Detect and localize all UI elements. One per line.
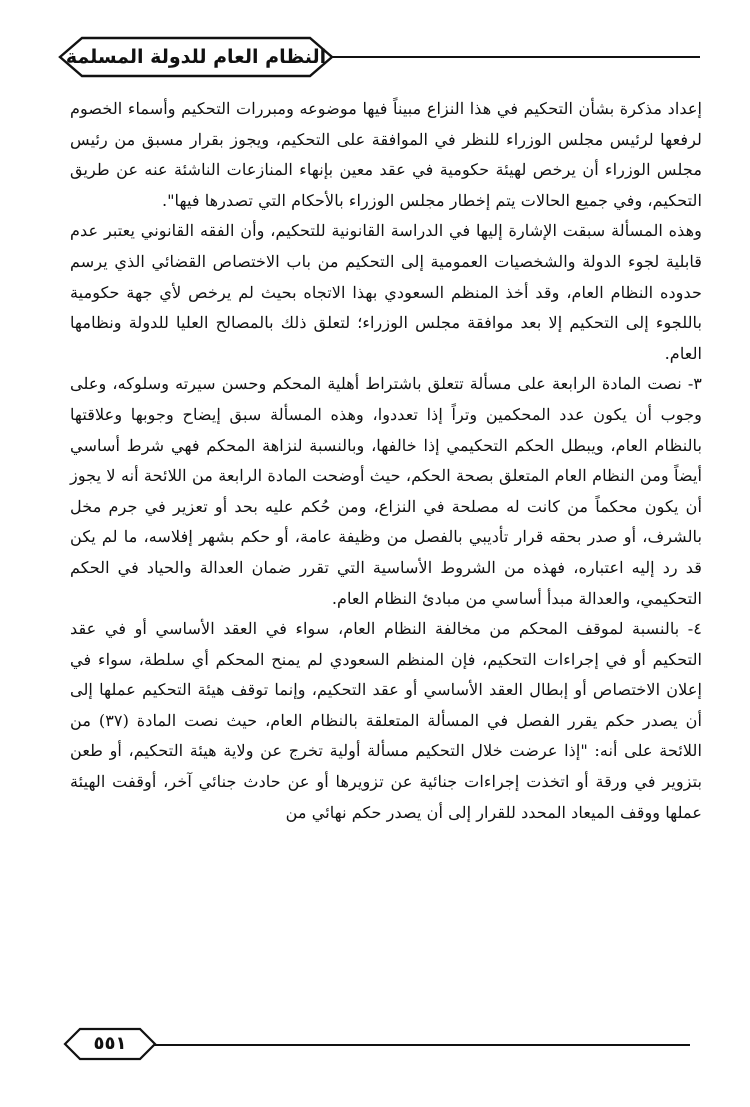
page-number-badge [62, 1026, 158, 1062]
paragraph-item-3: ٣- نصت المادة الرابعة على مسألة تتعلق باشتراط أهلية المحكم وحسن سيرته وسلوكه، وعلى وجوب أن يكون عدد المحكمين وتراً إذا تعددوا، وهذه المسألة سبق إيضاح وجوبها وعلاقتها بالنظام العام، ويبطل الحكم التحكيمي إذا خالفها، وبالنسبة لنزاهة المحكم فهي شرط أساسي أيضاً ومن النظام العام المتعلق بصحة الحكم، حيث أوضحت المادة الرابعة من اللائحة أنه لا يجوز أن يكون محكماً من كانت له مصلحة في النزاع، ومن حُكم عليه بحد أو تعزير في جرم مخل بالشرف، أو صدر بحقه قرار تأديبي بالفصل من وظيفة عامة، أو حكم بشهر إفلاسه، ما لم يكن قد رد إليه اعتباره، فهذه من الشروط الأساسية التي تقرر ضمان العدالة والحياد في الحكم التحكيمي، والعدالة مبدأ أساسي من مبادئ النظام العام. [70, 374, 702, 608]
paragraph-item-4: ٤- بالنسبة لموقف المحكم من مخالفة النظام العام، سواء في العقد الأساسي أو في عقد التحكيم أو في إجراءات التحكيم، فإن المنظم السعودي لم يمنح المحكم أي سلطة، سواء في إعلان الاختصاص أو إبطال العقد الأساسي أو عقد التحكيم، وإنما توقف هيئة التحكيم عملها إلى أن يصدر حكم يقرر الفصل في المسألة المتعلقة بالنظام العام، حيث نصت المادة (٣٧) من اللائحة على أنه: "إذا عرضت خلال التحكيم مسألة أولية تخرج عن ولاية هيئة التحكيم، أو طعن بتزوير في ورقة أو اتخذت إجراءات جنائية عن تزويرها أو عن حادث جنائي آخر، أوقفت الهيئة عملها ووقف الميعاد المحدد للقرار إلى أن يصدر حكم نهائي من [70, 619, 702, 822]
page-number: ٥٥١ [93, 1033, 127, 1054]
running-header-title: النظام العام للدولة المسلمة [65, 46, 327, 68]
paragraph-continuation: إعداد مذكرة بشأن التحكيم في هذا النزاع مبيناً فيها موضوعه ومبررات التحكيم وأسماء الخصوم لرفعها لرئيس مجلس الوزراء للنظر في الموافقة على التحكيم، ويجوز بقرار مسبق من رئيس مجلس الوزراء أن يرخص لهيئة حكومية في عقد معين بإنهاء المنازعات الناشئة عنه عن طريق التحكيم، وفي جميع الحالات يتم إخطار مجلس الوزراء بالأحكام التي تصدرها فيها". [70, 99, 702, 210]
paragraph-jurisprudence: وهذه المسألة سبقت الإشارة إليها في الدراسة القانونية للتحكيم، وأن الفقه القانوني يعتبر عدم قابلية لجوء الدولة والشخصيات العمومية إلى التحكيم من باب الاختصاص القضائي الذي يرسم حدوده النظام العام، وقد أخذ المنظم السعودي بهذا الاتجاه بحيث لم يرخص لأي جهة حكومية باللجوء إلى التحكيم إلا بعد موافقة مجلس الوزراء؛ لتعلق ذلك بالمصالح العليا للدولة ونظامها العام. [70, 221, 702, 363]
footer-rule [150, 1044, 690, 1046]
running-header [56, 34, 336, 80]
body-text [70, 94, 702, 828]
